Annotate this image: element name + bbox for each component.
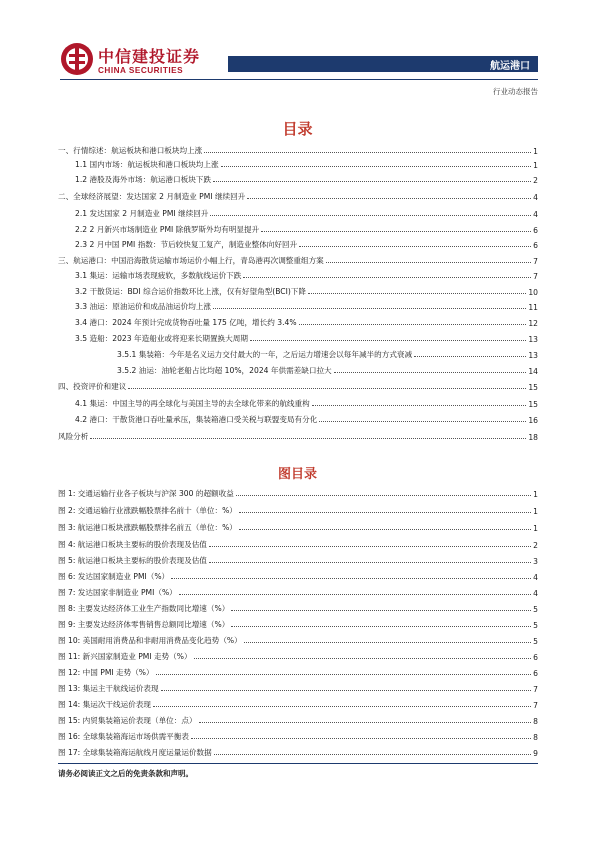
toc-entry-page: 10 (528, 288, 538, 297)
figure-entry-text: 图 9: 主要发达经济体零售销售总额同比增速（%） (58, 620, 230, 629)
dot-leader (128, 388, 526, 389)
dot-leader (239, 512, 531, 513)
figure-entry-text: 图 8: 主要发达经济体工业生产指数同比增速（%） (58, 604, 230, 613)
figure-entry-page: 7 (533, 701, 538, 710)
toc-entry-page: 4 (533, 193, 538, 202)
dot-leader (210, 215, 531, 216)
dot-leader (231, 626, 531, 627)
toc-entry-text: 2.3 2 月中国 PMI 指数：节后较快复工复产，制造业整体向好回升 (75, 240, 298, 249)
brand-name-en: CHINA SECURITIES (98, 66, 184, 75)
dot-leader (319, 421, 526, 422)
figure-entry-text: 图 12: 中国 PMI 走势（%） (58, 668, 154, 677)
figure-entry-page: 6 (533, 669, 538, 678)
toc-entry-text: 二、全球经济展望：发达国家 2 月制造业 PMI 继续回升 (58, 192, 246, 201)
figure-entry-page: 5 (533, 637, 538, 646)
toc-entry-text: 3.5.2 油运：油轮老船占比均超 10%，2024 年供需差缺口拉大 (117, 366, 332, 375)
dot-leader (90, 438, 526, 439)
toc-entry-text: 3.4 港口：2024 年预计完成货物吞吐量 175 亿吨，增长约 3.4% (75, 318, 297, 327)
dot-leader (334, 372, 527, 373)
toc-title: 目录 (282, 120, 313, 138)
toc-entry[interactable] (58, 189, 538, 202)
figure-list-title: 图目录 (277, 467, 317, 482)
figure-entry-page: 1 (533, 490, 538, 499)
dot-leader (204, 152, 531, 153)
toc-entry[interactable] (58, 253, 538, 266)
toc-entry-page: 18 (528, 433, 538, 442)
toc-entry[interactable] (75, 284, 538, 297)
figure-entry-text: 图 6: 发达国家制造业 PMI（%） (58, 572, 170, 581)
toc-entry-page: 13 (528, 335, 538, 344)
toc-entry-text: 3.5.1 集装箱：今年是名义运力交付最大的一年，之后运力增速会以每年减半的方式衰减 (117, 350, 413, 359)
toc-entry[interactable] (117, 347, 538, 360)
toc-entry-page: 1 (533, 161, 538, 170)
toc-entry-text: 3.2 干散货运：BDI 综合运价指数环比上涨，仅有好望角型(BCI)下降 (75, 287, 306, 296)
figure-entry-page: 4 (533, 589, 538, 598)
figure-entry-text: 图 1: 交通运输行业各子板块与沪深 300 的超额收益 (58, 489, 234, 498)
header-divider (60, 79, 538, 80)
dot-leader (213, 308, 526, 309)
toc-entry[interactable] (75, 299, 538, 312)
figure-entry-text: 图 17: 全球集装箱海运航线月度运量运价数据 (58, 748, 212, 757)
toc-entry[interactable] (58, 379, 538, 392)
figure-entry-text: 图 15: 内贸集装箱运价表现（单位：点） (58, 716, 197, 725)
dot-leader (414, 356, 526, 357)
dot-leader (214, 754, 531, 755)
toc-entry-text: 2.1 发达国家 2 月制造业 PMI 继续回升 (75, 209, 209, 218)
disclaimer: 请务必阅读正文之后的免责条款和声明。 (58, 769, 193, 778)
dot-leader (308, 293, 526, 294)
toc-entry-page: 1 (533, 147, 538, 156)
dot-leader (179, 594, 531, 595)
figure-entry[interactable] (58, 585, 538, 598)
figure-entry-text: 图 16: 全球集装箱海运市场供需平衡表 (58, 732, 189, 741)
toc-entry[interactable] (75, 172, 538, 185)
toc-entry[interactable] (58, 429, 538, 442)
toc-entry[interactable] (58, 143, 538, 156)
figure-entry-page: 7 (533, 685, 538, 694)
figure-entry-text: 图 13: 集运主干航线运价表现 (58, 684, 159, 693)
figure-entry[interactable] (58, 633, 538, 646)
dot-leader (239, 529, 531, 530)
figure-entry-page: 2 (533, 541, 538, 550)
figure-entry[interactable] (58, 601, 538, 614)
dot-leader (209, 546, 531, 547)
dot-leader (250, 340, 526, 341)
dot-leader (221, 166, 532, 167)
figure-entry-page: 8 (533, 717, 538, 726)
toc-entry-text: 3.3 油运：原油运价和成品油运价均上涨 (75, 302, 211, 311)
figure-entry-text: 图 4: 航运港口板块主要标的股价表现及估值 (58, 540, 207, 549)
report-type: 行业动态报告 (493, 87, 538, 96)
toc-entry-page: 14 (528, 367, 538, 376)
toc-entry[interactable] (75, 315, 538, 328)
toc-entry[interactable] (75, 222, 538, 235)
footer-divider (58, 763, 538, 764)
figure-entry-text: 图 11: 新兴国家制造业 PMI 走势（%） (58, 652, 192, 661)
toc-entry[interactable] (75, 268, 538, 281)
figure-entry-page: 8 (533, 733, 538, 742)
sector-banner (228, 56, 538, 72)
toc-entry-text: 三、航运港口：中国沿海散货运输市场运价小幅上行，青岛港再次调整重组方案 (58, 256, 324, 265)
figure-entry-page: 3 (533, 557, 538, 566)
citic-logo-icon (60, 42, 94, 76)
dot-leader (199, 722, 532, 723)
figure-entry-page: 4 (533, 573, 538, 582)
toc-entry[interactable] (75, 396, 538, 409)
figure-entry[interactable] (58, 503, 538, 516)
figure-entry[interactable] (58, 649, 538, 662)
toc-entry-page: 7 (533, 272, 538, 281)
figure-entry-page: 1 (533, 507, 538, 516)
dot-leader (243, 277, 531, 278)
toc-entry-text: 2.2 2 月新兴市场制造业 PMI 除俄罗斯外均有明显提升 (75, 225, 260, 234)
dot-leader (161, 690, 532, 691)
toc-entry-page: 6 (533, 241, 538, 250)
dot-leader (247, 198, 531, 199)
toc-entry-text: 3.5 造船：2023 年造船业或将迎来长期置换大周期 (75, 334, 248, 343)
toc-entry[interactable] (75, 331, 538, 344)
dot-leader (209, 562, 531, 563)
dot-leader (236, 495, 531, 496)
figure-entry-page: 6 (533, 653, 538, 662)
toc-entry-text: 四、投资评价和建议 (58, 382, 127, 391)
figure-entry[interactable] (58, 520, 538, 533)
dot-leader (299, 324, 527, 325)
dot-leader (171, 578, 531, 579)
toc-entry-page: 15 (528, 383, 538, 392)
dot-leader (326, 262, 531, 263)
dot-leader (312, 405, 527, 406)
toc-entry[interactable] (75, 237, 538, 250)
figure-entry[interactable] (58, 713, 538, 726)
figure-entry-text: 图 3: 航运港口板块涨跌幅股票排名前五（单位：%） (58, 523, 237, 532)
toc-entry-text: 风险分析 (58, 432, 89, 441)
figure-entry[interactable] (58, 569, 538, 582)
figure-entry[interactable] (58, 486, 538, 499)
dot-leader (261, 231, 531, 232)
toc-entry-page: 11 (528, 303, 538, 312)
figure-entry-text: 图 5: 航运港口板块主要标的股价表现及估值 (58, 556, 207, 565)
toc-entry-page: 2 (533, 176, 538, 185)
figure-entry-page: 1 (533, 524, 538, 533)
figure-entry-page: 5 (533, 605, 538, 614)
figure-entry-text: 图 2: 交通运输行业涨跌幅股票排名前十（单位：%） (58, 506, 237, 515)
toc-entry[interactable] (75, 206, 538, 219)
dot-leader (156, 674, 532, 675)
figure-entry[interactable] (58, 745, 538, 758)
dot-leader (213, 181, 531, 182)
sector-label: 航运港口 (490, 61, 530, 72)
figure-entry-text: 图 10: 美国耐用消费品和非耐用消费品变化趋势（%） (58, 636, 242, 645)
toc-entry-text: 1.1 国内市场：航运板块和港口板块均上涨 (75, 160, 219, 169)
toc-entry-text: 3.1 集运：运输市场表现疲软，多数航线运价下跌 (75, 271, 242, 280)
figure-entry[interactable] (58, 537, 538, 550)
toc-entry-text: 1.2 港股及海外市场：航运港口板块下跌 (75, 175, 211, 184)
figure-entry-page: 5 (533, 621, 538, 630)
figure-entry[interactable] (58, 617, 538, 630)
dot-leader (153, 706, 531, 707)
dot-leader (299, 246, 531, 247)
figure-entry-page: 9 (533, 749, 538, 758)
toc-entry-page: 12 (528, 319, 538, 328)
figure-entry[interactable] (58, 553, 538, 566)
toc-entry-page: 7 (533, 257, 538, 266)
brand-name-cn: 中信建投证券 (98, 47, 201, 66)
toc-entry-text: 一、行情综述：航运板块和港口板块均上涨 (58, 146, 203, 155)
toc-entry-text: 4.2 港口：干散货港口吞吐量承压，集装箱港口受关税与联盟变局有分化 (75, 415, 318, 424)
figure-entry[interactable] (58, 697, 538, 710)
dot-leader (194, 658, 532, 659)
toc-entry-page: 15 (528, 400, 538, 409)
toc-entry-page: 16 (528, 416, 538, 425)
figure-entry-text: 图 14: 集运次干线运价表现 (58, 700, 151, 709)
figure-entry[interactable] (58, 729, 538, 742)
dot-leader (191, 738, 531, 739)
toc-entry-text: 4.1 集运：中国主导的再全球化与美国主导的去全球化带来的航线重构 (75, 399, 310, 408)
figure-entry[interactable] (58, 665, 538, 678)
figure-entry[interactable] (58, 681, 538, 694)
toc-entry[interactable] (75, 157, 538, 170)
dot-leader (231, 610, 531, 611)
toc-entry-page: 6 (533, 226, 538, 235)
toc-entry-page: 13 (528, 351, 538, 360)
toc-entry[interactable] (75, 412, 538, 425)
figure-entry-text: 图 7: 发达国家非制造业 PMI（%） (58, 588, 177, 597)
toc-entry[interactable] (117, 363, 538, 376)
dot-leader (244, 642, 531, 643)
toc-entry-page: 4 (533, 210, 538, 219)
